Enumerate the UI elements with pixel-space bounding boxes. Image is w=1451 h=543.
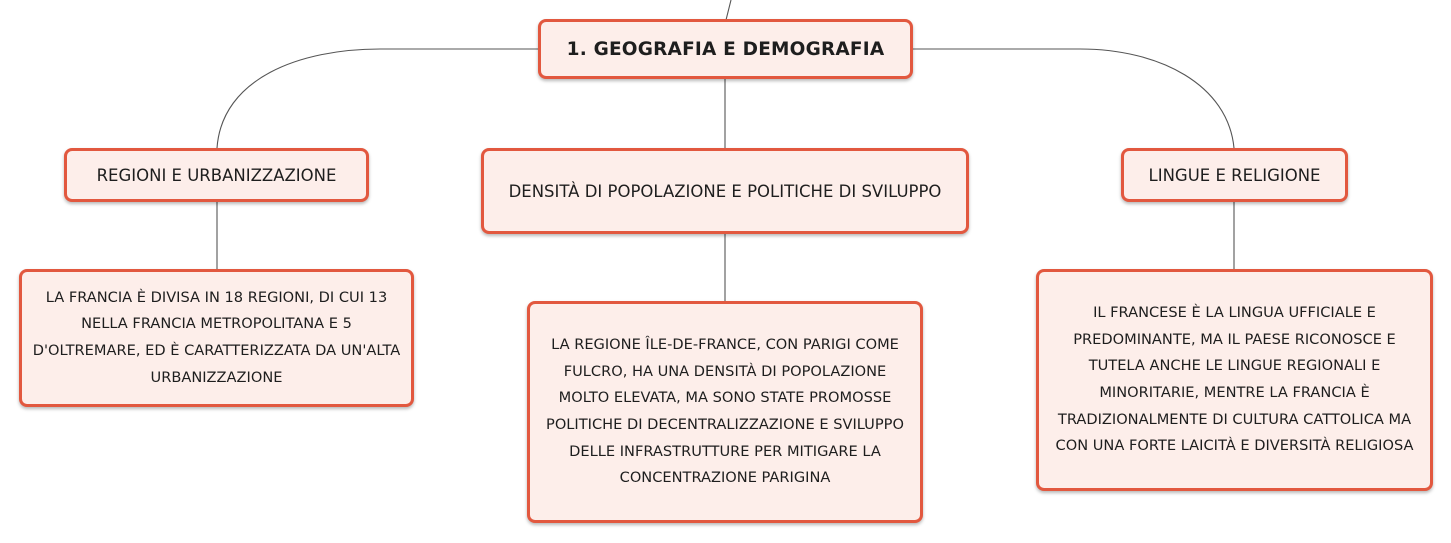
- detail-text: IL FRANCESE È LA LINGUA UFFICIALE E PREDOMINANTE, MA IL PAESE RICONOSCE E TUTELA ANCHE LE LINGUE REGIONALI E MINORITARIE, MENTRE LA FRANCIA È TRADIZIONALMENTE DI CULTURA CATTOLICA MA CON UNA FORTE LAICITÀ E DIVERSITÀ RELIGIOSA: [1055, 304, 1414, 455]
- detail-node-lingue-religione[interactable]: [1036, 269, 1433, 491]
- detail-node-densita-popolazione[interactable]: [527, 301, 923, 523]
- connector-root-to-regioni: [217, 49, 540, 148]
- root-node[interactable]: [538, 19, 913, 79]
- connector-parent-to-root: [726, 0, 731, 20]
- detail-node-regioni-urbanizzazione[interactable]: [19, 269, 414, 407]
- topic-node-lingue-religione[interactable]: [1121, 148, 1348, 202]
- topic-node-regioni-urbanizzazione[interactable]: [64, 148, 369, 202]
- detail-text: LA REGIONE ÎLE-DE-FRANCE, CON PARIGI COME FULCRO, HA UNA DENSITÀ DI POPOLAZIONE MOLTO ELEVATA, MA SONO STATE PROMOSSE POLITICHE DI DECENTRALIZZAZIONE E SVILUPPO DELLE INFRASTRUTTURE PER MITIGARE LA CONCENTRAZIONE PARIGINA: [546, 336, 904, 487]
- root-node-label: 1. GEOGRAFIA E DEMOGRAFIA: [566, 38, 885, 60]
- detail-text: LA FRANCIA È DIVISA IN 18 REGIONI, DI CUI 13 NELLA FRANCIA METROPOLITANA E 5 D'OLTREMARE, ED È CARATTERIZZATA DA UN'ALTA URBANIZZAZIONE: [32, 288, 401, 386]
- topic-node-densita-popolazione[interactable]: [481, 148, 969, 234]
- topic-label: DENSITÀ DI POPOLAZIONE E POLITICHE DI SVILUPPO: [508, 181, 942, 201]
- connector-root-to-lingue: [912, 49, 1234, 148]
- topic-label: LINGUE E RELIGIONE: [1148, 165, 1321, 185]
- topic-label: REGIONI E URBANIZZAZIONE: [96, 165, 337, 185]
